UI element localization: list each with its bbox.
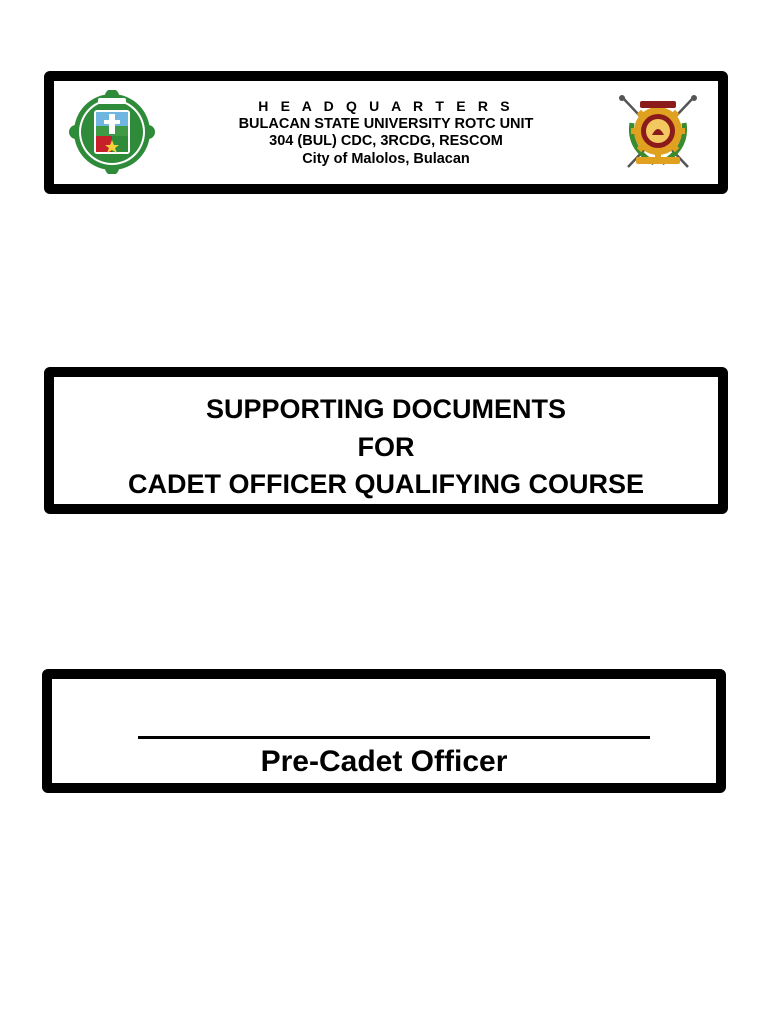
header-box [44,71,728,194]
rotc-unit-emblem-icon [614,93,702,173]
headquarters-line: H E A D Q U A R T E R S [258,98,514,114]
unit-designation-line: 304 (BUL) CDC, 3RCDG, RESCOM [269,133,503,149]
title-box [44,367,728,514]
unit-name-line: BULACAN STATE UNIVERSITY ROTC UNIT [238,115,534,132]
title-line-2: FOR [357,431,415,462]
document-title [54,391,718,504]
name-blank-line [138,736,650,739]
location-line: City of Malolos, Bulacan [302,150,470,167]
title-line-3: CADET OFFICER QUALIFYING COURSE [127,469,644,499]
title-line-1: SUPPORTING DOCUMENTS [205,394,567,424]
name-box [42,669,726,793]
pre-cadet-officer-label: Pre-Cadet Officer [260,745,508,778]
